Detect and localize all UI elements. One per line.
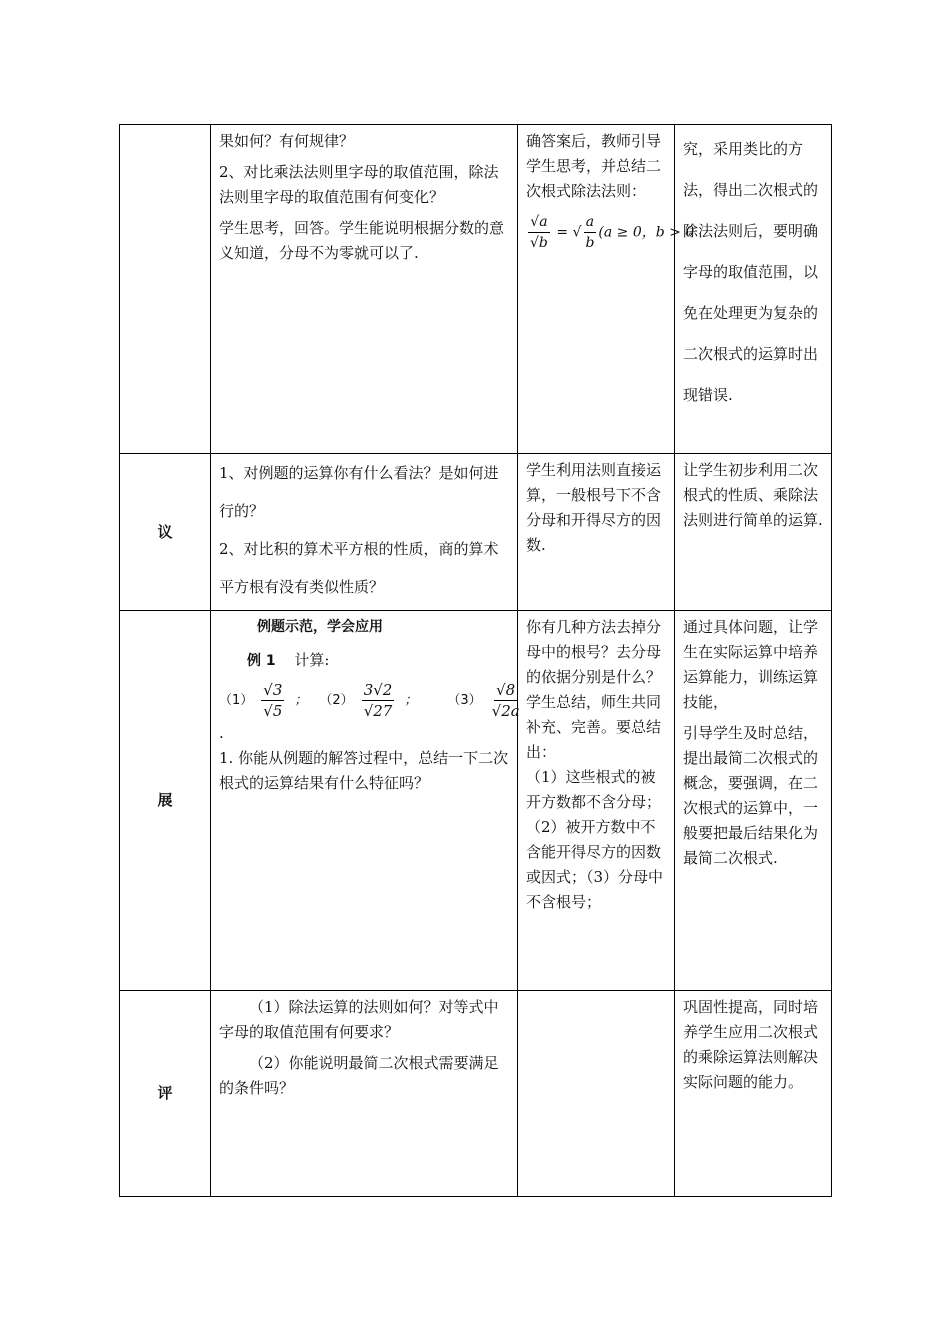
lhs-denominator: √b	[530, 235, 548, 251]
division-rule-formula	[526, 212, 695, 253]
table-row	[120, 125, 832, 454]
stage-cell	[120, 125, 211, 454]
lesson-plan-table	[119, 124, 832, 1197]
intent-text: 通过具体问题，让学生在实际运算中培养运算能力，训练运算技能，	[683, 618, 819, 711]
table-row	[120, 611, 832, 991]
activity-cell	[211, 991, 518, 1197]
activity-line: 1、对例题的运算你有什么看法？是如何进行的？	[219, 464, 499, 520]
rhs-denominator: b	[585, 235, 595, 251]
trailing-dot: .	[219, 724, 224, 742]
activity-line: 2、对比乘法法则里字母的取值范围，除法法则里字母的取值范围有何变化？	[219, 163, 499, 206]
section-heading: 例题示范，学会应用	[257, 619, 383, 635]
intent-cell: 巩固性提高，同时培养学生应用二次根式的乘除运算法则解决实际问题的能力。	[675, 991, 832, 1197]
example-line	[219, 648, 509, 674]
rhs-fraction	[583, 212, 596, 253]
teacher-text: （1）这些根式的被开方数都不含分母；（2）被开方数中不含能开得尽方的因数或因式；（3）分母中不含根号；	[526, 768, 664, 911]
rhs-numerator: a	[584, 212, 596, 233]
activity-line: 果如何？有何规律？	[219, 132, 355, 150]
intent-cell	[675, 611, 832, 991]
example-3-numerator: √8	[496, 681, 516, 699]
example-3-fraction	[490, 680, 522, 721]
teacher-text: 确答案后，教师引导学生思考，并总结二次根式除法法则：	[526, 132, 662, 200]
intent-cell: 究，采用类比的方法，得出二次根式的除法法则后，要明确字母的取值范围，以免在处理更为复杂的二次根式的运算时出现错误.	[675, 125, 832, 454]
example-2-label: （2）	[319, 693, 354, 708]
example-1-numerator: √3	[263, 681, 283, 699]
stage-cell: 评	[120, 991, 211, 1197]
activity-cell	[211, 611, 518, 991]
teacher-cell: 学生利用法则直接运算，一般根号下不含分母和开得尽方的因数.	[518, 454, 675, 611]
example-1-label: （1）	[219, 693, 254, 708]
example-task: 计算:	[294, 651, 330, 669]
summary-question: 1. 你能从例题的解答过程中，总结一下二次根式的运算结果有什么特征吗？	[219, 749, 509, 792]
teacher-cell	[518, 611, 675, 991]
lhs-numerator: √a	[528, 212, 549, 233]
table-row	[120, 991, 832, 1197]
activity-line: （1）除法运算的法则如何？对等式中字母的取值范围有何要求？	[219, 998, 499, 1041]
example-label: 例 1	[247, 653, 276, 669]
stage-cell: 展	[120, 611, 211, 991]
table-row	[120, 454, 832, 611]
example-1-denominator: √5	[263, 702, 283, 720]
example-2-numerator: 3√2	[363, 681, 393, 699]
example-1-fraction	[261, 680, 284, 721]
activity-cell	[211, 454, 518, 611]
equals-sign: =	[556, 224, 569, 241]
radical-sign: √	[572, 224, 582, 241]
formula-condition: (a ≥ 0，b > 0	[598, 224, 695, 241]
example-1-separator: ；	[294, 693, 308, 708]
activity-line: 学生思考，回答。学生能说明根据分数的意义知道，分母不为零就可以了.	[219, 219, 505, 262]
teacher-cell	[518, 125, 695, 454]
teacher-text: 你有几种方法去掉分母中的根号？去分母的依据分别是什么？学生总结，师生共同补充、完善。要总结出：	[526, 618, 662, 761]
activity-line: （2）你能说明最简二次根式需要满足的条件吗？	[219, 1054, 499, 1097]
stage-cell: 议	[120, 454, 211, 611]
example-3-denominator: √2a	[491, 702, 520, 720]
teacher-cell	[518, 991, 675, 1197]
example-list	[219, 680, 520, 721]
intent-cell: 让学生初步利用二次根式的性质、乘除法法则进行简单的运算.	[675, 454, 832, 611]
example-3-label: （3）	[447, 693, 482, 708]
intent-text: 引导学生及时总结，提出最简二次根式的概念，要强调，在二次根式的运算中，一般要把最后结果化为最简二次根式.	[683, 724, 819, 867]
lhs-fraction	[528, 212, 550, 253]
activity-line: 2、对比积的算术平方根的性质，商的算术平方根有没有类似性质？	[219, 540, 499, 596]
activity-cell	[211, 125, 518, 454]
example-2-fraction	[362, 680, 395, 721]
example-2-separator: ；	[404, 693, 418, 708]
example-2-denominator: √27	[363, 702, 393, 720]
